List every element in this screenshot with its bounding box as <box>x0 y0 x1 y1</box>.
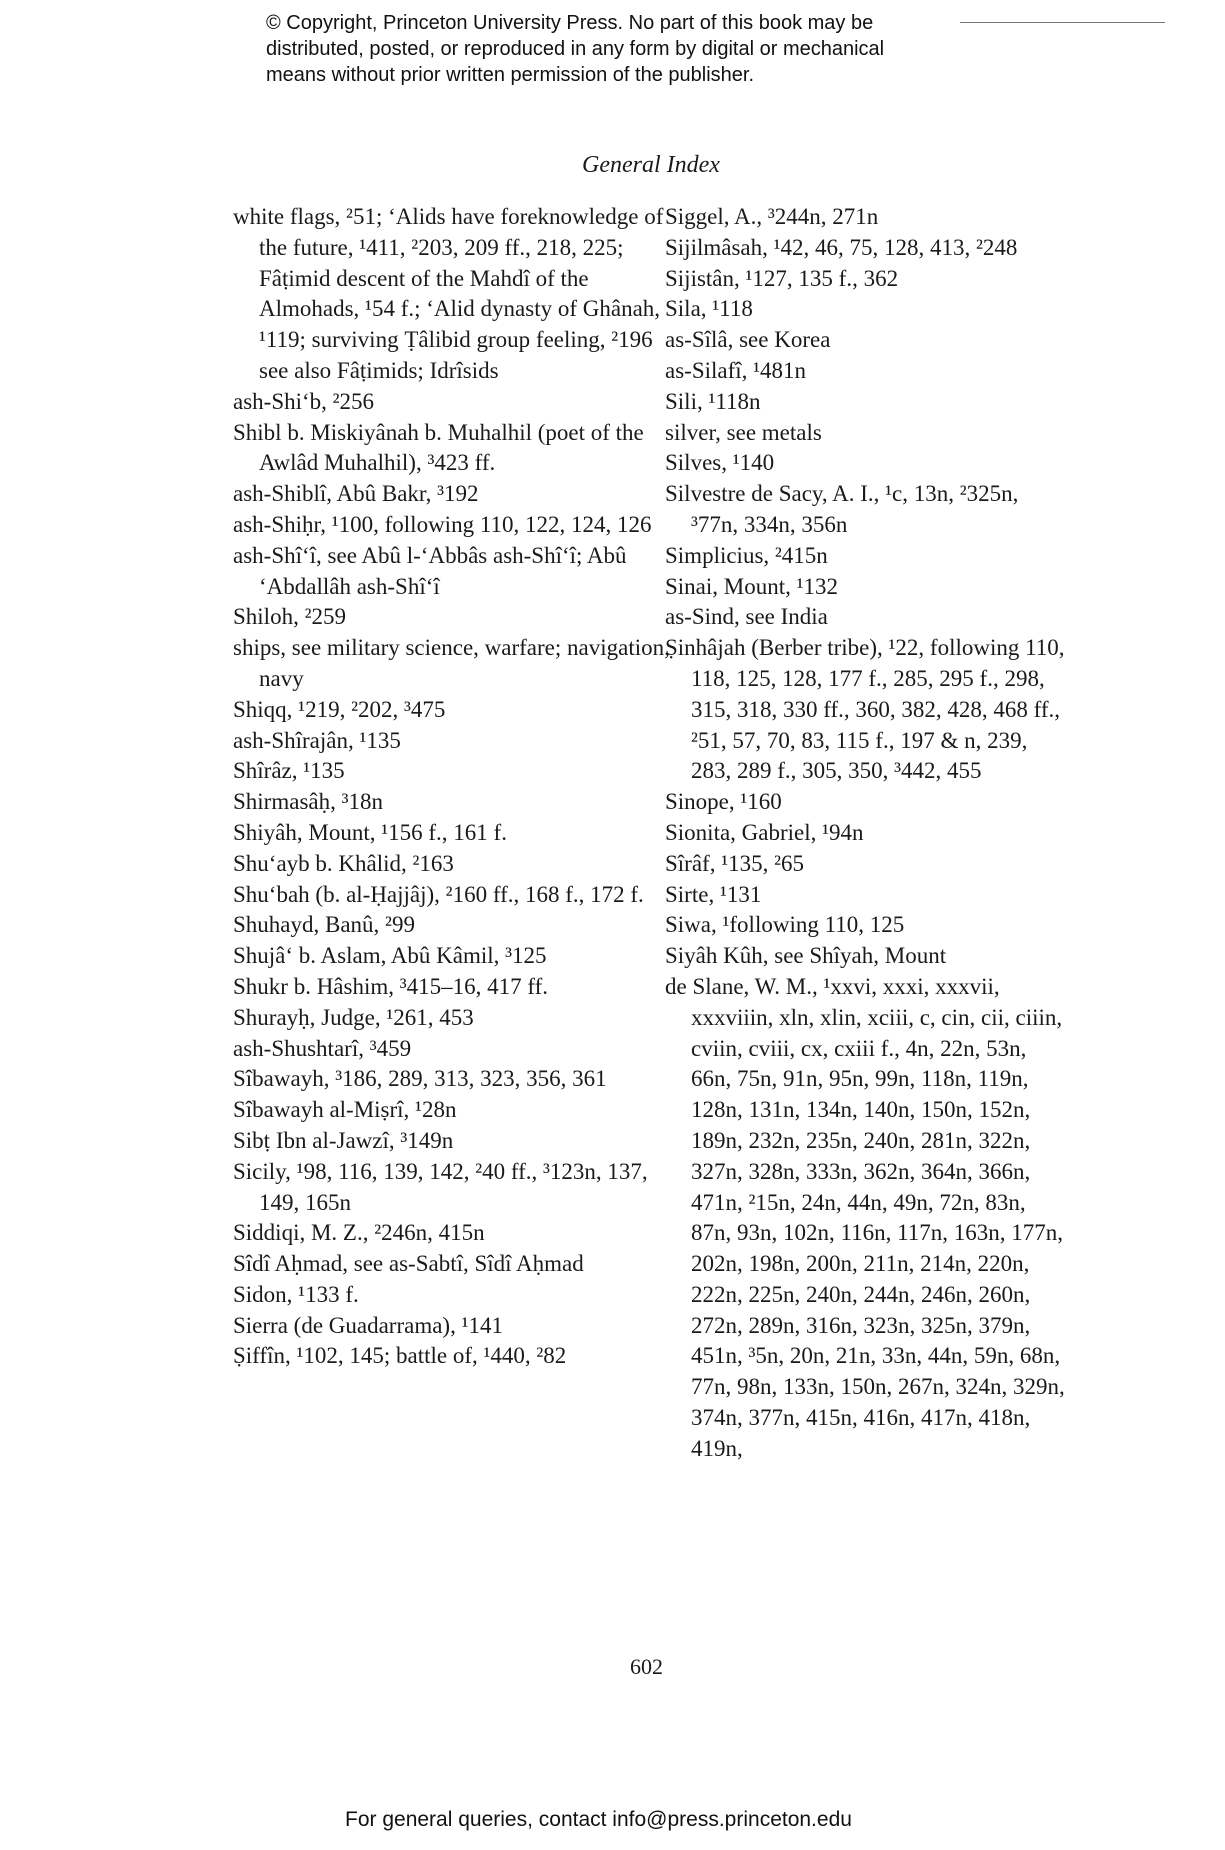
index-entry: Sîbawayh al-Miṣrî, ¹28n <box>233 1097 457 1123</box>
index-entry: Shukr b. Hâshim, ³415–16, 417 ff. <box>233 973 549 999</box>
copyright-line-3: means without prior written permission of the publisher. <box>266 64 755 86</box>
index-entry: Siggel, A., ³244n, 271n <box>665 204 879 229</box>
index-entry: Sijistân, ¹127, 135 f., 362 <box>665 265 899 291</box>
index-entry: white flags, ²51; ‘Alids have foreknowledge of the future, ¹411, ²203, 209 ff., 218, 225; Fâṭimid descent of the Mahdî of the Almohads, ¹54 f.; ‘Alid dynasty of Ghânah, ¹119; surviving Ṭâlibid group feeling, ²196 <box>233 204 664 353</box>
index-entry: Siddiqi, M. Z., ²246n, 415n <box>233 1220 485 1246</box>
index-entry: Shurayḥ, Judge, ¹261, 453 <box>233 1004 474 1030</box>
index-entry: Sidon, ¹133 f. <box>233 1281 359 1307</box>
copyright-notice <box>266 10 966 88</box>
running-head: General Index <box>582 152 720 178</box>
page-number: 602 <box>630 1654 663 1679</box>
index-entry: Sili, ¹118n <box>665 388 761 414</box>
index-entry: Sierra (de Guadarrama), ¹141 <box>233 1312 503 1338</box>
index-entry: Sinope, ¹160 <box>665 789 782 815</box>
index-entry: Sila, ¹118 <box>665 296 753 322</box>
index-entry: Siwa, ¹following 110, 125 <box>665 912 905 938</box>
index-entry: Sibṭ Ibn al-Jawzî, ³149n <box>233 1127 454 1153</box>
index-entry: Sicily, ¹98, 116, 139, 142, ²40 ff., ³123n, 137, 149, 165n <box>233 1158 648 1215</box>
index-entry: ash-Shi‘b, ²256 <box>233 388 375 414</box>
index-entry: ships, see military science, warfare; navigation, navy <box>233 635 670 691</box>
index-entry: Sîbawayh, ³186, 289, 313, 323, 356, 361 <box>233 1066 607 1092</box>
index-entry: Shu‘ayb b. Khâlid, ²163 <box>233 850 454 876</box>
index-entry: Shuhayd, Banû, ²99 <box>233 912 415 938</box>
index-entry: Shiyâh, Mount, ¹156 f., 161 f. <box>233 819 507 845</box>
index-entry: de Slane, W. M., ¹xxvi, xxxi, xxxvii, xxxviiin, xln, xlin, xciii, c, cin, cii, ciiin, cviin, cviii, cx, cxiii f., 4n, 22n, 53n, 66n, 75n, 91n, 95n, 99n, 118n, 119n, 128n, 131n, 134n, 140n, 150n, 152n, 189n, 232n, 235n, 240n, 281n, 322n, 327n, 328n, 333n, 362n, 364n, 366n, 471n, ²15n, 24n, 44n, 49n, 72n, 83n, 87n, 93n, 102n, 116n, 117n, 163n, 177n, 202n, 198n, 200n, 211n, 214n, 220n, 222n, 225n, 240n, 244n, 246n, 260n, 272n, 289n, 316n, 323n, 325n, 379n, 451n, ³5n, 20n, 21n, 33n, 44n, 59n, 68n, 77n, 98n, 133n, 150n, 267n, 324n, 329n, 374n, 377n, 415n, 416n, 417n, 418n, 419n, <box>665 973 1065 1461</box>
index-entry: see also Fâṭimids; Idrîsids <box>259 357 499 383</box>
index-entry: Shu‘bah (b. al-Ḥajjâj), ²160 ff., 168 f., 172 f. <box>233 881 644 907</box>
copyright-line-1: © Copyright, Princeton University Press. No part of this book may be <box>266 12 874 34</box>
index-entry: ash-Shushtarî, ³459 <box>233 1035 412 1061</box>
index-entry: ash-Shiḥr, ¹100, following 110, 122, 124, 126 <box>233 511 652 537</box>
index-entry: ash-Shîrajân, ¹135 <box>233 727 401 753</box>
index-entry: Silvestre de Sacy, A. I., ¹c, 13n, ²325n, ³77n, 334n, 356n <box>665 481 1019 537</box>
index-entry: Shirmasâḥ, ³18n <box>233 789 383 815</box>
index-entry: Ṣiffîn, ¹102, 145; battle of, ¹440, ²82 <box>233 1343 567 1369</box>
copyright-line-2: distributed, posted, or reproduced in any form by digital or mechanical <box>266 38 885 60</box>
index-entry: Shîrâz, ¹135 <box>233 758 345 784</box>
index-entry: Siyâh Kûh, see Shîyah, Mount <box>665 943 947 969</box>
footer-contact: For general queries, contact info@press.princeton.edu <box>345 1808 852 1831</box>
index-entry: Sionita, Gabriel, ¹94n <box>665 819 864 845</box>
index-entry: ash-Shiblî, Abû Bakr, ³192 <box>233 481 479 507</box>
index-column-right <box>665 202 1065 1465</box>
index-entry: as-Silafî, ¹481n <box>665 357 807 383</box>
index-entry: as-Sîlâ, see Korea <box>665 327 831 353</box>
index-entry: Silves, ¹140 <box>665 450 775 476</box>
index-entry: silver, see metals <box>665 419 822 445</box>
header-rule <box>960 22 1165 23</box>
index-entry: Shujâ‘ b. Aslam, Abû Kâmil, ³125 <box>233 943 547 969</box>
index-entry: Shibl b. Miskiyânah b. Muhalhil (poet of the Awlâd Muhalhil), ³423 ff. <box>233 419 644 476</box>
index-entry: Sijilmâsah, ¹42, 46, 75, 128, 413, ²248 <box>665 234 1018 260</box>
index-entry: Sinai, Mount, ¹132 <box>665 573 839 599</box>
index-entry: Sîdî Aḥmad, see as-Sabtî, Sîdî Aḥmad <box>233 1251 584 1277</box>
index-entry: Ṣinhâjah (Berber tribe), ¹22, following 110, 118, 125, 128, 177 f., 285, 295 f., 298, 315, 318, 330 ff., 360, 382, 428, 468 ff., ²51, 57, 70, 83, 115 f., 197 & n, 239, 283, 289 f., 305, 350, ³442, 455 <box>665 635 1065 784</box>
index-entry: Sirte, ¹131 <box>665 881 762 907</box>
index-entry: Shiloh, ²259 <box>233 604 346 630</box>
index-entry: Simplicius, ²415n <box>665 542 828 568</box>
index-entry: Shiqq, ¹219, ²202, ³475 <box>233 696 446 722</box>
index-entry: Sîrâf, ¹135, ²65 <box>665 850 804 876</box>
index-column-left <box>233 202 673 1372</box>
index-entry: as-Sind, see India <box>665 604 828 630</box>
index-entry: ash-Shî‘î, see Abû l-‘Abbâs ash-Shî‘î; Abû ‘Abdallâh ash-Shî‘î <box>233 542 627 599</box>
